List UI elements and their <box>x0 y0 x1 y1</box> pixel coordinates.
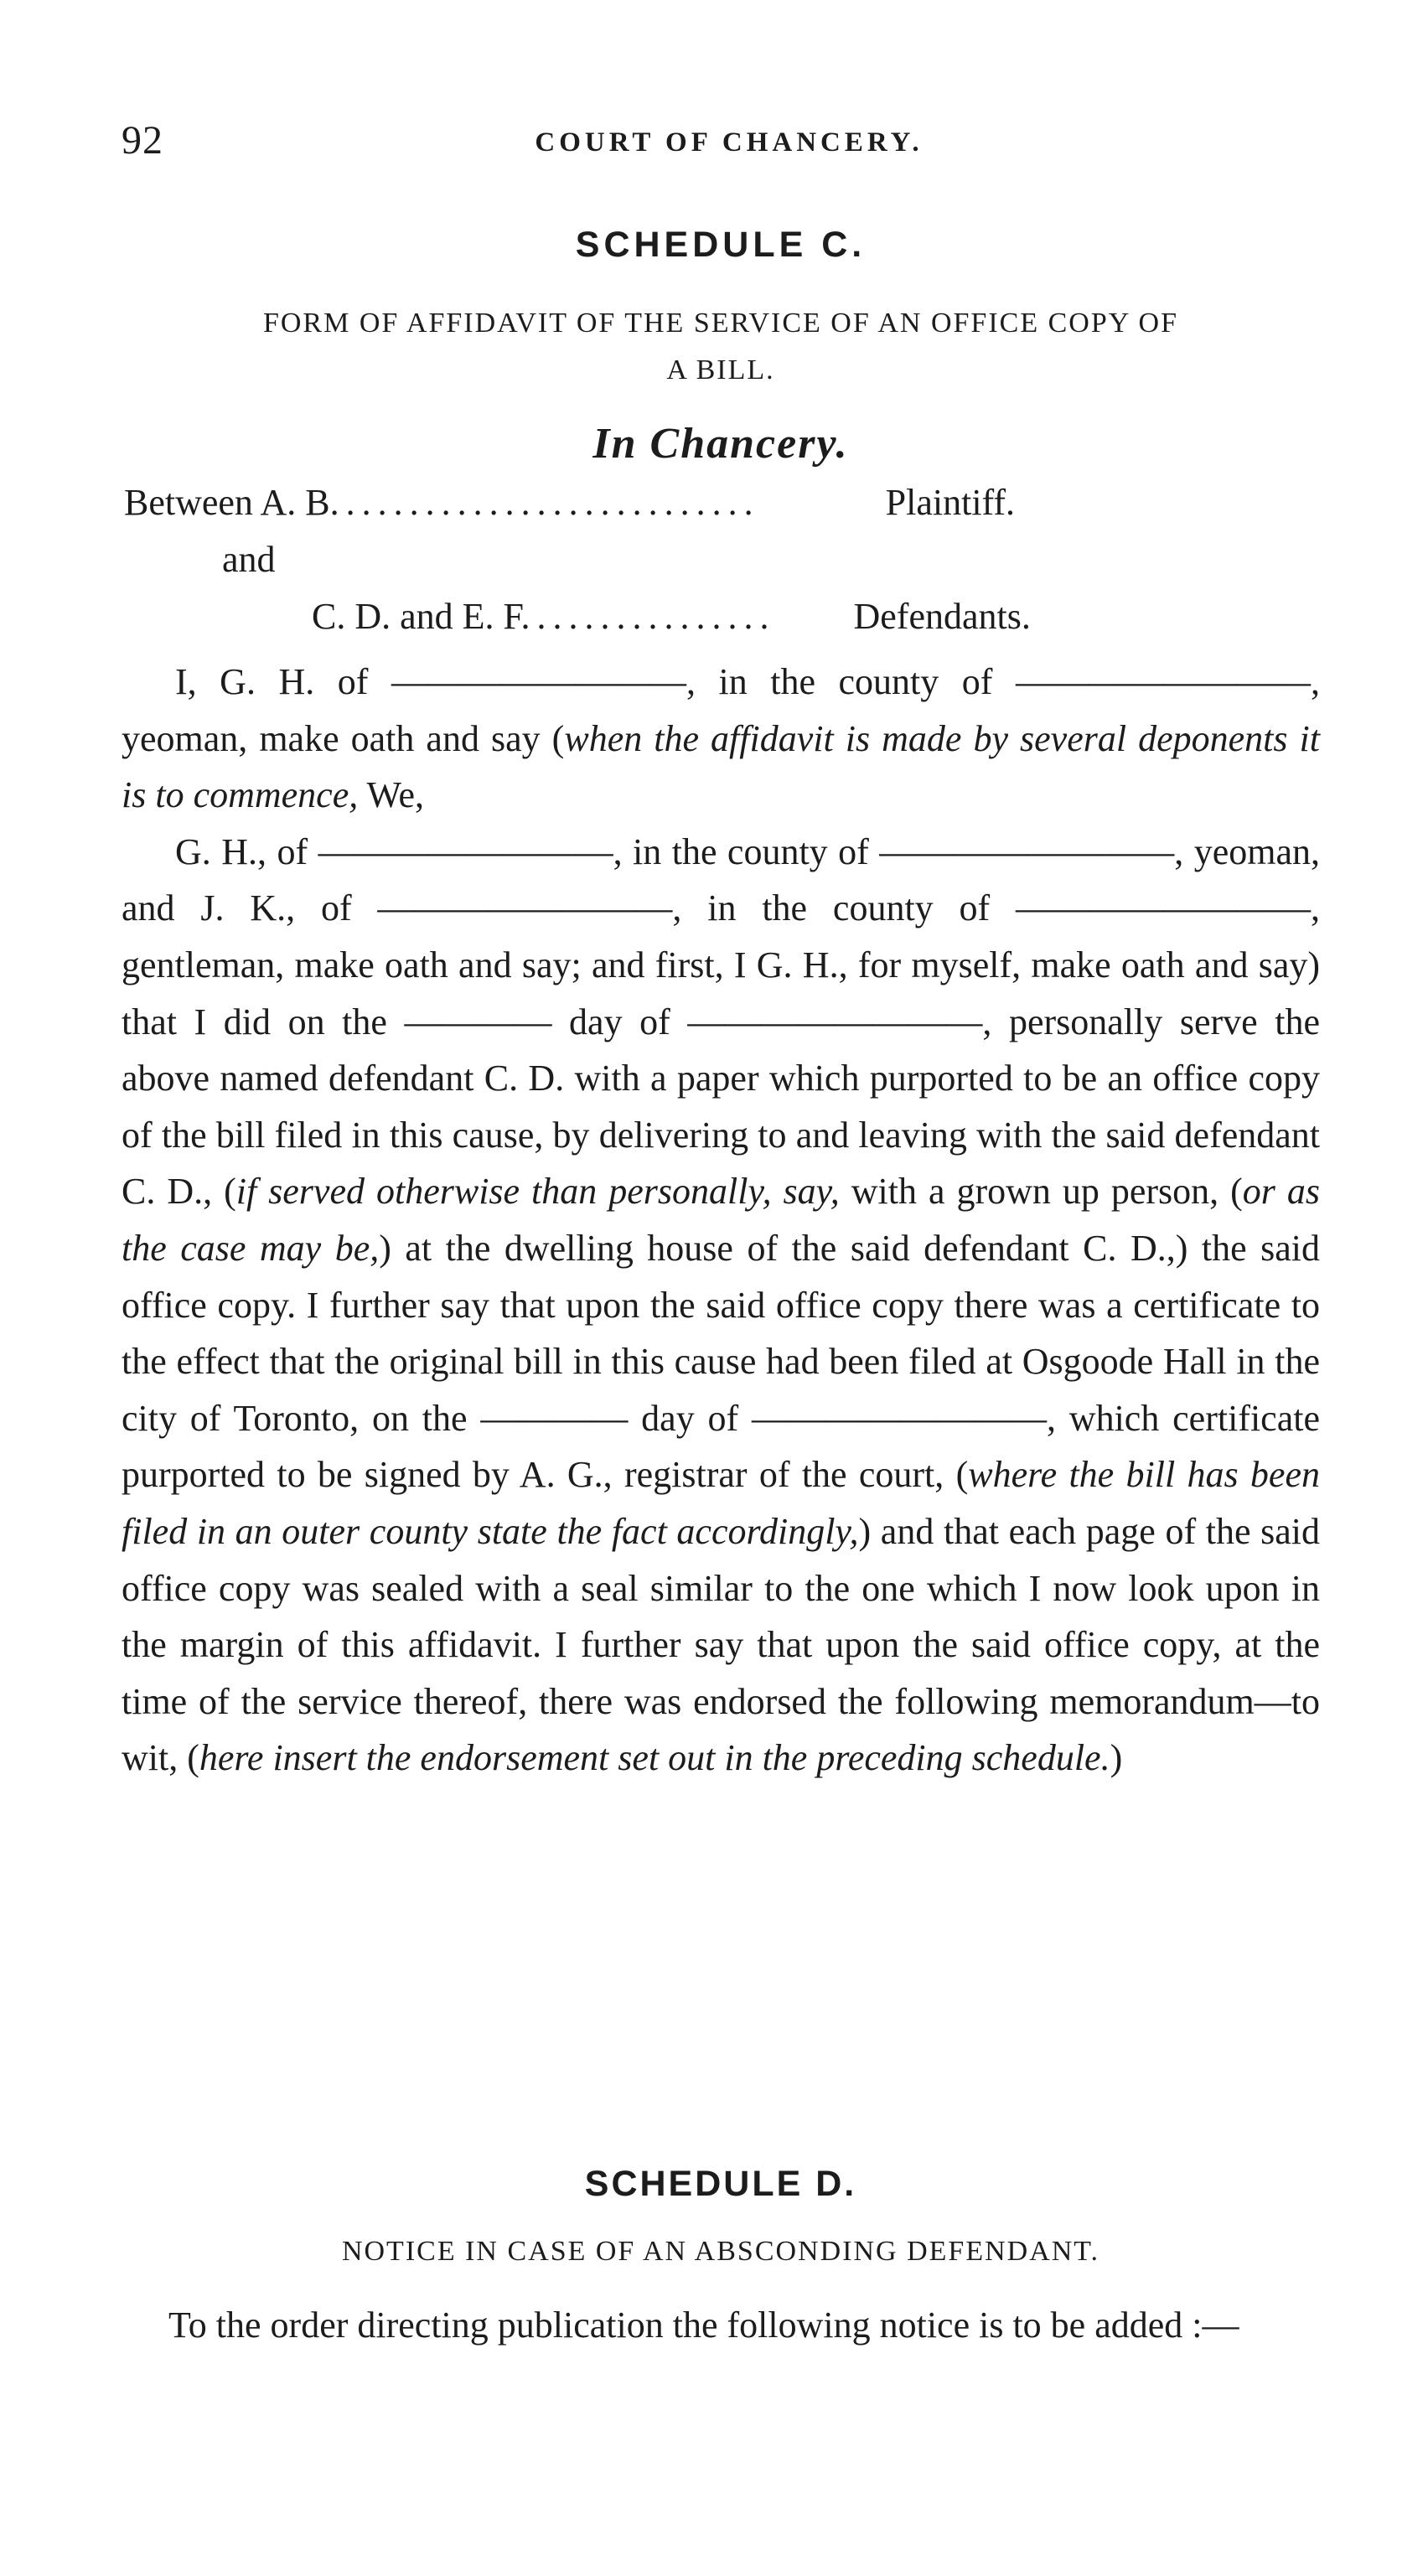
defendants-names: C. D. and E. F. <box>312 596 530 637</box>
schedule-d-paragraph: To the order directing publication the following notice is to be added :— <box>168 2304 1239 2346</box>
paragraph-1-text-c: We, <box>358 774 424 816</box>
page-header <box>122 117 1320 176</box>
schedule-c-heading: SCHEDULE C. <box>575 225 867 265</box>
defendants-line <box>312 592 1317 642</box>
schedule-d-body <box>122 2298 1320 2353</box>
paragraph-2 <box>122 824 1320 1787</box>
paragraph-2-italic-d: or as the case may be, <box>122 1171 1321 1269</box>
court-heading: In Chancery. <box>592 420 849 468</box>
schedule-d-heading: SCHEDULE D. <box>584 2164 857 2204</box>
between-label: Between A. B. <box>124 482 339 523</box>
page-number: 92 <box>122 118 163 163</box>
form-title-line-1: FORM OF AFFIDAVIT OF THE SERVICE OF AN OFFICE COPY OF <box>262 308 1179 339</box>
paragraph-1-text-a: I, G. H. of ————————, in the county of ————————, yeoman, make oath and say ( <box>122 661 1320 759</box>
plaintiff-role: Plaintiff. <box>885 482 1016 523</box>
paragraph-2-text-e: ) at the dwelling house of the said defendant C. D.,) the said office copy. I further say that upon the said office copy there was a certificate to the effect that the original bill in this cause had been filed at Osgoode Hall in the city of Toronto, on the ———— day of ————————, which certificate purported to be signed by A. G., registrar of the court, ( <box>122 1227 1320 1496</box>
paragraph-2-text-a: G. H., of ————————, in the county of ————————, yeoman, and J. K., of ————————, in the county of ————————, gentleman, make oath and say; and first, I G. H., for myself, make oath and say) that I did on the ———— day of ————————, personally serve the above named defendant C. D. with a paper which purported to be an office copy of the bill filed in this cause, by delivering to and leaving with the said defendant C. D., ( <box>122 830 1320 1213</box>
paragraph-2-italic-h: here insert the endorsement set out in the preceding schedule. <box>199 1737 1110 1779</box>
and-line: and <box>222 539 276 580</box>
notice-title: NOTICE IN CASE OF AN ABSCONDING DEFENDANT. <box>341 2236 1100 2267</box>
form-title-line-2: A BILL. <box>666 354 775 385</box>
plaintiff-leader-dots: .......................... <box>345 482 760 523</box>
paragraph-2-text-i: ) <box>1110 1737 1123 1779</box>
form-title <box>122 300 1320 394</box>
plaintiff-line <box>124 478 1314 528</box>
paragraph-1 <box>122 654 1320 824</box>
defendants-leader-dots: ............... <box>536 596 776 637</box>
paragraph-2-text-c: with a grown up person, ( <box>839 1171 1243 1213</box>
paragraph-2-italic-b: if served otherwise than personally, say, <box>235 1171 840 1213</box>
affidavit-body <box>122 654 1320 1787</box>
paragraph-2-italic-f: where the bill has been filed in an outer county state the fact accordingly, <box>122 1454 1320 1552</box>
paragraph-2-text-g: ) and that each page of the said office copy was sealed with a seal similar to the one which I now look upon in the margin of this affidavit. I further say that upon the said office copy, at the time of the service thereof, there was endorsed the following memorandum—to wit, ( <box>122 1510 1320 1779</box>
running-head: COURT OF CHANCERY. <box>535 127 924 158</box>
paragraph-1-italic-b: when the affidavit is made by several deponents it is to commence, <box>122 717 1321 816</box>
defendants-role: Defendants. <box>853 596 1031 637</box>
